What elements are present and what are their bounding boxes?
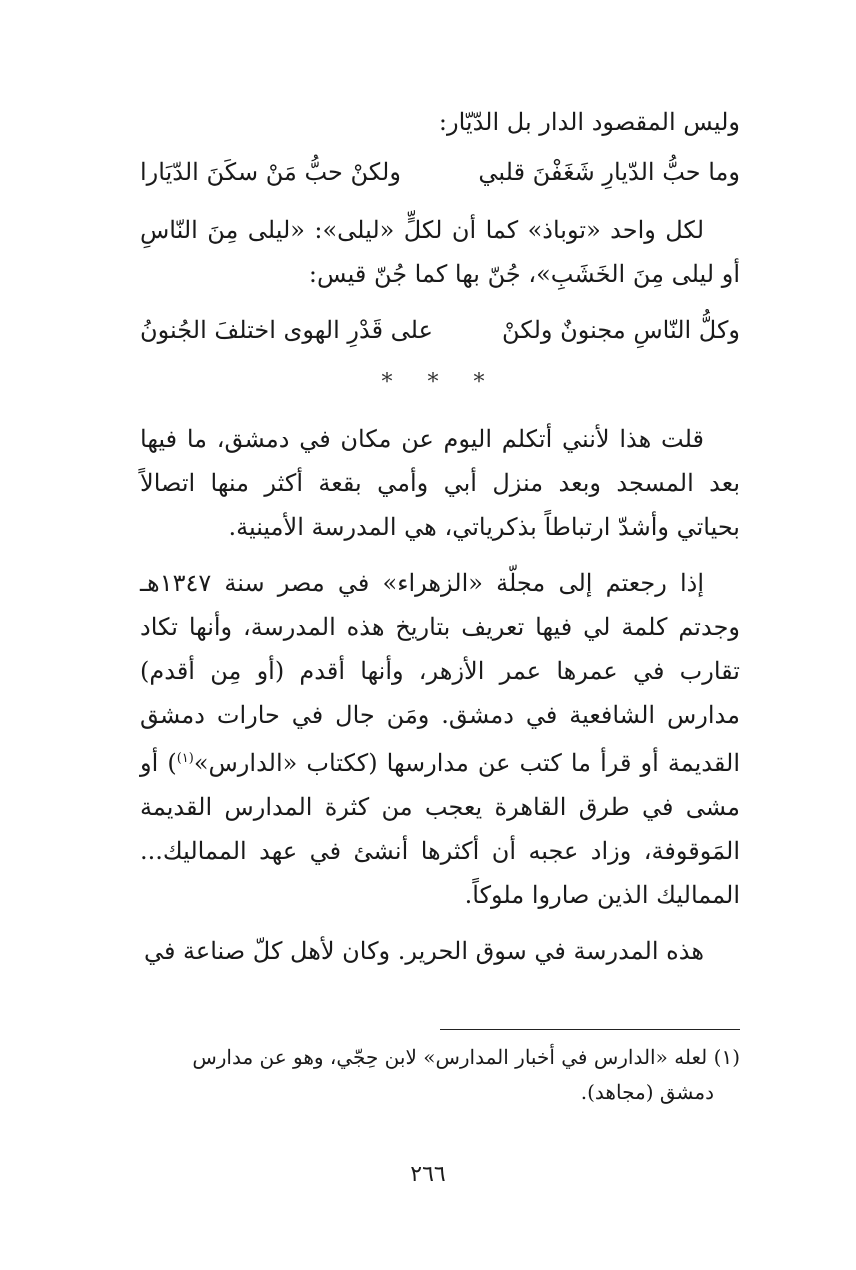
verse-1-second-hemistich: ولكنْ حبُّ مَنْ سكَنَ الدّيَارا	[140, 158, 401, 186]
paragraph-4: هذه المدرسة في سوق الحرير. وكان لأهل كلّ صناعة في	[143, 937, 704, 965]
footnotes	[140, 1040, 740, 1110]
footnote-line-1: (١) لعله «الدارس في أخبار المدارس» لابن حِجّي، وهو عن مدارس	[192, 1045, 740, 1069]
verse-2-second-hemistich: على قَدْرِ الهوى اختلفَ الجُنونُ	[140, 316, 433, 344]
page-body	[140, 100, 740, 985]
intro-line: وليس المقصود الدار بل الدّيّار:	[438, 108, 740, 136]
footnote-line-2: دمشق (مجاهد).	[580, 1080, 714, 1104]
paragraph-3-text-a: إذا رجعتم إلى مجلّة «الزهراء» في مصر سنة ١٣٤٧هـ وجدتم كلمة لي فيها تعريف بتاريخ هذه المدرسة، وأنها تكاد تقارب في عمرها عمر الأزهر، وأنها أقدم (أو مِن أقدم) مدارس الشافعية في دمشق. ومَن جال في حارات دمشق القديمة أو قرأ ما كتب عن مدارسها (ككتاب «الدارس»	[140, 569, 740, 777]
footnote-divider	[440, 1029, 740, 1030]
paragraph-3	[140, 561, 740, 917]
page-number: ٢٦٦	[410, 1162, 446, 1187]
footnote-reference: (١)	[176, 751, 194, 766]
verse-1-first-hemistich: وما حبُّ الدّيارِ شَغَفْنَ قلبي	[478, 158, 740, 186]
paragraph-3-text-b: ) أو مشى في طرق القاهرة يعجب من كثرة المدارس القديمة المَوقوفة، وزاد عجبه أن أكثرها أنشئ في عهد المماليك... المماليك الذين صاروا ملوكاً.	[140, 749, 740, 909]
verse-2	[140, 308, 740, 352]
verse-2-first-hemistich: وكلُّ النّاسِ مجنونٌ ولكنْ	[502, 316, 740, 344]
paragraph-2: قلت هذا لأنني أتكلم اليوم عن مكان في دمشق، ما فيها بعد المسجد وبعد منزل أبي وأمي بقعة أكثر منها اتصالاً بحياتي وأشدّ ارتباطاً بذكرياتي، هي المدرسة الأمينية.	[140, 425, 740, 541]
paragraph-1: لكل واحد «توباذ» كما أن لكلٍّ «ليلى»: «ليلى مِنَ النّاسِ أو ليلى مِنَ الخَشَبِ»، جُنّ بها كما جُنّ قيس:	[140, 216, 740, 288]
verse-1	[140, 150, 740, 194]
section-separator: * * *	[381, 370, 499, 395]
